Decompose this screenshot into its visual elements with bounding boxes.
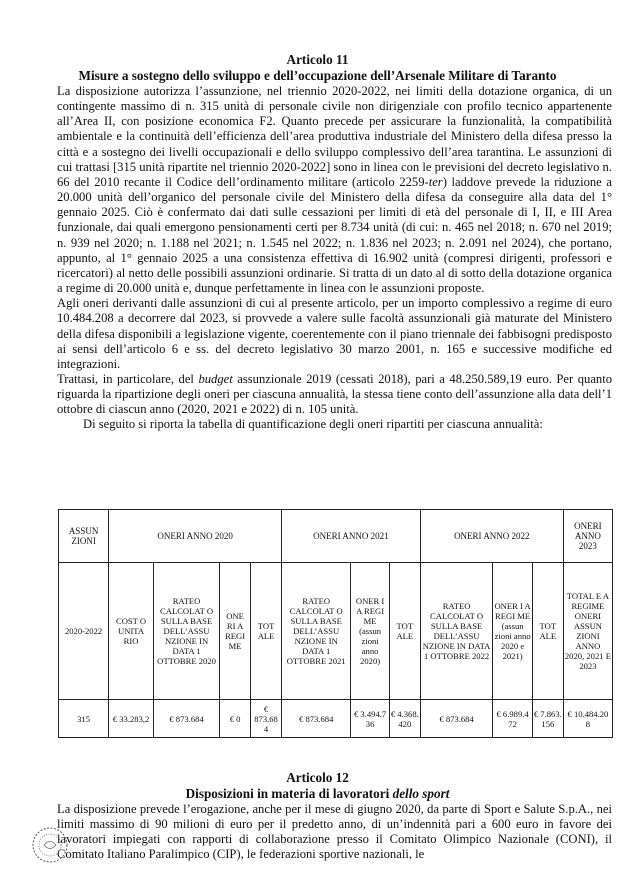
cell-oneri-regime-2021: ONER I A REGI ME (assun zioni anno 2020) <box>351 563 389 700</box>
value-regime-2022: € 6.989.4 72 <box>493 700 532 738</box>
header-oneri-2022: ONERI ANNO 2022 <box>420 510 563 563</box>
header-oneri-2021: ONERI ANNO 2021 <box>282 510 421 563</box>
article-11-paragraph-3: Trattasi, in particolare, del budget assunzionale 2019 (cessati 2018), pari a 48.250.589,19 euro. Per quanto riguarda la ripartizione degli oneri per ciascuna annualità, la stessa tiene conto dell’assunzione alla data dell’1 ottobre di ciascun anno (2020, 2021 e 2022) di n. 105 unità. <box>57 371 613 417</box>
value-totale-2021: € 4.368. 420 <box>389 700 420 738</box>
header-oneri-2020: ONERI ANNO 2020 <box>109 510 282 563</box>
value-regime-2020: € 0 <box>220 700 251 738</box>
table-subheader-row <box>59 563 613 700</box>
article-12-number: Articolo 12 <box>286 770 349 785</box>
cell-costo-unitario: COST O UNITA RIO <box>109 563 154 700</box>
table-row <box>59 700 613 738</box>
article-12-heading: Disposizioni in materia di lavoratori dello sport <box>185 786 450 801</box>
cell-totale-2020: TOT ALE <box>251 563 282 700</box>
article-12-body <box>57 802 612 863</box>
value-units: 315 <box>59 700 109 738</box>
cell-years: 2020-2022 <box>59 563 109 700</box>
cell-oneri-regime-2022: ONER I A REGI ME (assun zioni anno 2020 e 2021) <box>493 563 532 700</box>
header-assunzioni: ASSUN ZIONI <box>59 510 109 563</box>
value-rateo-2022: € 873.684 <box>420 700 493 738</box>
header-oneri-2023: ONERI ANNO 2023 <box>563 510 612 563</box>
article-11-heading: Misure a sostegno dello sviluppo e dell’occupazione dell’Arsenale Militare di Taranto <box>78 68 557 83</box>
value-rateo-2020: € 873.684 <box>153 700 219 738</box>
cell-totale-2022: TOT ALE <box>532 563 563 700</box>
value-totale-2022: € 7.863. 156 <box>532 700 563 738</box>
cell-rateo-2020: RATEO CALCOLAT O SULLA BASE DELL’ASSU NZIONE IN DATA 1 OTTOBRE 2020 <box>153 563 219 700</box>
article-11-paragraph-4: Di seguito si riporta la tabella di quantificazione degli oneri ripartiti per ciascuna annualità: <box>83 417 543 432</box>
value-totale-2020: € 873.68 4 <box>251 700 282 738</box>
cost-table <box>58 509 613 738</box>
article-12-paragraph-1: La disposizione prevede l’erogazione, anche per il mese di giugno 2020, da parte di Sport e Salute S.p.A., nei limiti massimo di 90 milioni di euro per il predetto anno, di un’indennità pari a 600 euro in favore dei lavoratori impiegati con rapporti di collaborazione presso il Comitato Olimpico Nazionale (CONI), il Comitato Italiano Paralimpico (CIP), le federazioni sportive nazionali, le <box>57 802 612 862</box>
value-rateo-2021: € 873.684 <box>282 700 351 738</box>
cell-rateo-2022: RATEO CALCOLAT O SULLA BASE DELL’ASSU NZIONE IN DATA 1 OTTOBRE 2022 <box>420 563 493 700</box>
article-11-paragraph-1: La disposizione autorizza l’assunzione, nel triennio 2020-2022, nei limiti della dotazione organica, di un contingente massimo di n. 315 unità di personale civile non dirigenziale con profilo tecnico appartenente all’Area II, con posizione economica F2. Quanto precede per assicurare la funzionalità, la compatibilità ambientale e la continuità dell’efficienza dell’area produttiva industriale del Ministero della difesa presso la città e a sostegno dei livelli occupazionali e dello sviluppo complessivo dell’area tarantina. Le assunzioni di cui trattasi [315 unità ripartite nel triennio 2020-2022] sono in linea con le previsioni del decreto legislativo n. 66 del 2010 recante il Codice dell’ordinamento militare (articolo 2259-ter) laddove prevede la riduzione a 20.000 unità dell’organico del personale civile del Ministero della difesa da conseguire alla data del 1° gennaio 2025. Ciò è confermato dai dati sulle cessazioni per limiti di età del personale di I, II, e III Area funzionale, dai quali emergono pensionamenti certi per 8.734 unità (di cui: n. 465 nel 2018; n. 670 nel 2019; n. 939 nel 2020; n. 1.188 nel 2021; n. 1.545 nel 2022; n. 1.836 nel 2023; n. 2.091 nel 2024), che portano, appunto, al 1° gennaio 2025 a una consistenza effettiva di 16.902 unità (compresi dirigenti, professori e ricercatori) al netto delle possibili assunzioni ordinarie. Si tratta di un dato al di sotto della dotazione organica a regime di 20.000 unità e, dunque perfettamente in linea con le assunzioni proposte. <box>57 84 612 296</box>
value-totale-2023: € 10.484.20 8 <box>563 700 612 738</box>
cell-totale-regime-2023: TOTAL E A REGIME ONERI ASSUN ZIONI ANNO 2020, 2021 E 2023 <box>563 563 612 700</box>
article-11-body <box>57 84 612 433</box>
table-header-row <box>59 510 613 563</box>
value-costo: € 33.283,2 <box>109 700 154 738</box>
value-regime-2021: € 3.494.7 36 <box>351 700 389 738</box>
article-11-paragraph-2: Agli oneri derivanti dalle assunzioni di cui al presente articolo, per un importo complessivo a regime di euro 10.484.208 a decorrere dal 2023, si provvede a valere sulle facoltà assunzionali già maturate del Ministero della difesa disponibili a legislazione vigente, coerentemente con il piano triennale dei fabbisogni predisposto ai sensi dell’articolo 6 e ss. del decreto legislativo 30 marzo 2001, n. 165 e successive modifiche ed integrazioni. <box>57 296 612 371</box>
cell-rateo-2021: RATEO CALCOLAT O SULLA BASE DELL’ASSU NZIONE IN DATA 1 OTTOBRE 2021 <box>282 563 351 700</box>
cell-oneri-regime-2020: ONE RI A REGI ME <box>220 563 251 700</box>
cell-totale-2021: TOT ALE <box>389 563 420 700</box>
article-11-number: Articolo 11 <box>286 52 349 67</box>
official-seal-icon <box>30 825 70 865</box>
